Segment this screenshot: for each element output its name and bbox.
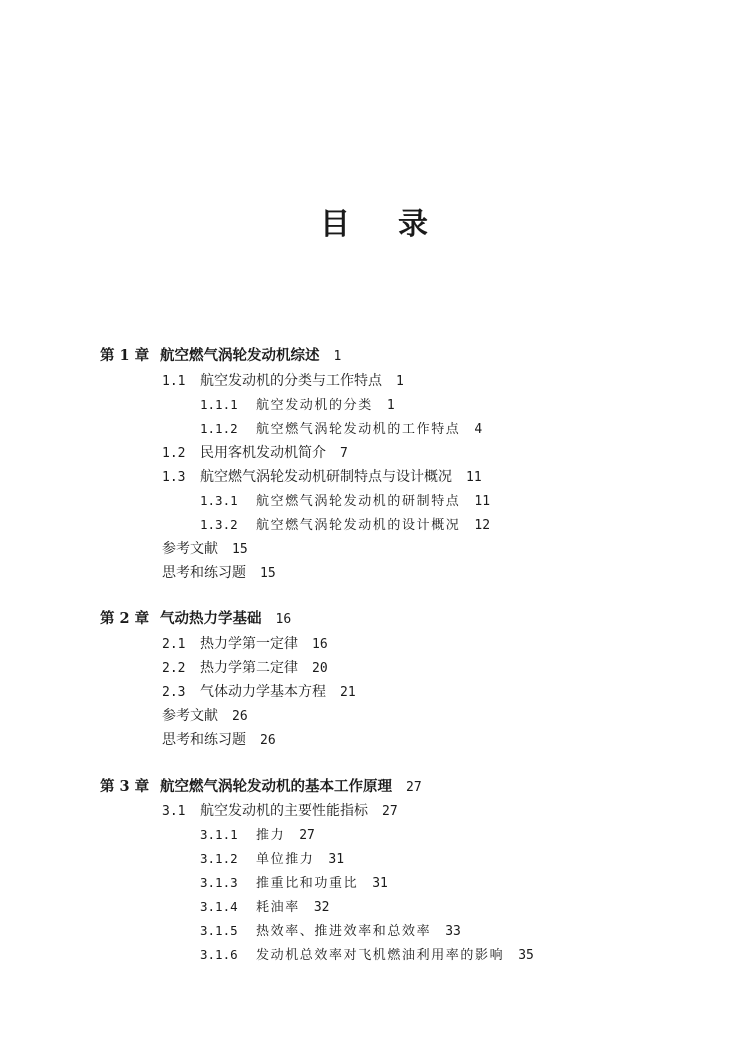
toc-subsection [200,419,482,439]
toc-number: 2.3 [162,685,186,700]
toc-title: 航空发动机的分类与工作特点 [200,373,382,389]
toc-subsection [200,921,461,941]
toc-number: 1.2 [162,446,186,461]
toc-section [162,730,276,750]
toc-title: 思考和练习题 [162,565,246,581]
toc-page-number: 15 [260,566,276,581]
toc-section [162,706,248,726]
toc-subsection [200,515,490,535]
toc-number: 1.1.2 [200,421,238,436]
toc-section [162,801,398,821]
toc-subsection [200,849,344,869]
toc-page-number: 27 [406,780,422,795]
toc-title: 航空燃气涡轮发动机综述 [160,347,320,364]
toc-title: 思考和练习题 [162,732,246,748]
toc-number: 1.3 [162,470,186,485]
toc-title: 推力 [256,828,286,843]
toc-number: 1.1.1 [200,397,238,412]
toc-page-number: 33 [445,924,461,939]
toc-page-number: 16 [312,637,328,652]
toc-title: 热力学第一定律 [200,636,298,652]
toc-number: 3.1.5 [200,923,238,938]
toc-page-number: 27 [299,828,315,843]
toc-page-number: 1 [386,398,395,413]
toc-chapter [100,609,291,629]
toc-section [162,658,328,678]
toc-chapter [100,346,341,366]
toc-title: 航空燃气涡轮发动机的工作特点 [256,422,461,437]
toc-subsection [200,395,395,415]
toc-number: 3.1.6 [200,947,238,962]
toc-page-number: 16 [275,612,292,627]
toc-number: 第 2 章 [100,610,150,627]
toc-page-number: 32 [313,900,330,915]
toc-page-number: 27 [382,804,398,819]
toc-subsection [200,873,388,893]
toc-title: 航空发动机的主要性能指标 [200,803,368,819]
toc-section [162,539,248,559]
toc-number: 1.3.2 [200,517,238,532]
toc-number: 3.1 [162,804,186,819]
toc-page-number: 20 [312,661,328,676]
toc-page-number: 26 [260,733,276,748]
toc-number: 3.1.4 [200,899,238,914]
toc-chapter [100,777,422,797]
toc-section [162,563,276,583]
toc-subsection [200,491,490,511]
toc-title: 航空燃气涡轮发动机研制特点与设计概况 [200,469,452,485]
toc-title: 气动热力学基础 [160,610,262,627]
toc-title: 参考文献 [162,708,218,724]
toc-section [162,682,356,702]
toc-number: 1.3.1 [200,493,238,508]
toc-title: 热力学第二定律 [200,660,298,676]
toc-section [162,634,328,654]
toc-page-number: 31 [328,852,345,867]
toc-number: 2.1 [162,637,186,652]
toc-title: 参考文献 [162,541,218,557]
toc-page-number: 7 [340,446,348,461]
toc-title: 推重比和功重比 [256,876,359,891]
page-title-right: 录 [398,207,430,242]
toc-page-number: 12 [474,518,491,533]
toc-page-number: 1 [396,374,404,389]
toc-number: 3.1.3 [200,875,238,890]
toc-title: 航空燃气涡轮发动机的研制特点 [256,494,461,509]
toc-title: 单位推力 [256,852,315,867]
toc-page-number: 4 [474,422,483,437]
toc-section [162,467,482,487]
toc-title: 民用客机发动机简介 [200,445,326,461]
toc-number: 第 1 章 [100,347,150,364]
toc-page-number: 1 [333,349,342,364]
toc-section [162,443,348,463]
toc-title: 航空燃气涡轮发动机的基本工作原理 [160,778,392,795]
toc-number: 1.1 [162,374,186,389]
toc-title: 发动机总效率对飞机燃油利用率的影响 [256,948,505,963]
toc-page-number: 11 [466,470,482,485]
toc-subsection [200,825,315,845]
page-title-left: 目 [320,207,352,242]
toc-page-number: 15 [232,542,248,557]
toc-page-number: 26 [232,709,248,724]
toc-title: 热效率、推进效率和总效率 [256,924,432,939]
toc-page-number: 35 [518,948,534,963]
toc-title: 航空发动机的分类 [256,398,373,413]
toc-page-number: 11 [474,494,491,509]
toc-number: 第 3 章 [100,778,150,795]
toc-title: 耗油率 [256,900,300,915]
toc-section [162,371,404,391]
toc-title: 气体动力学基本方程 [200,684,326,700]
toc-page-number: 31 [372,876,388,891]
toc-subsection [200,897,329,917]
toc-subsection [200,945,534,965]
toc-number: 3.1.1 [200,827,238,842]
toc-number: 3.1.2 [200,851,238,866]
toc-title: 航空燃气涡轮发动机的设计概况 [256,518,461,533]
toc-number: 2.2 [162,661,186,676]
toc-page-number: 21 [340,685,356,700]
